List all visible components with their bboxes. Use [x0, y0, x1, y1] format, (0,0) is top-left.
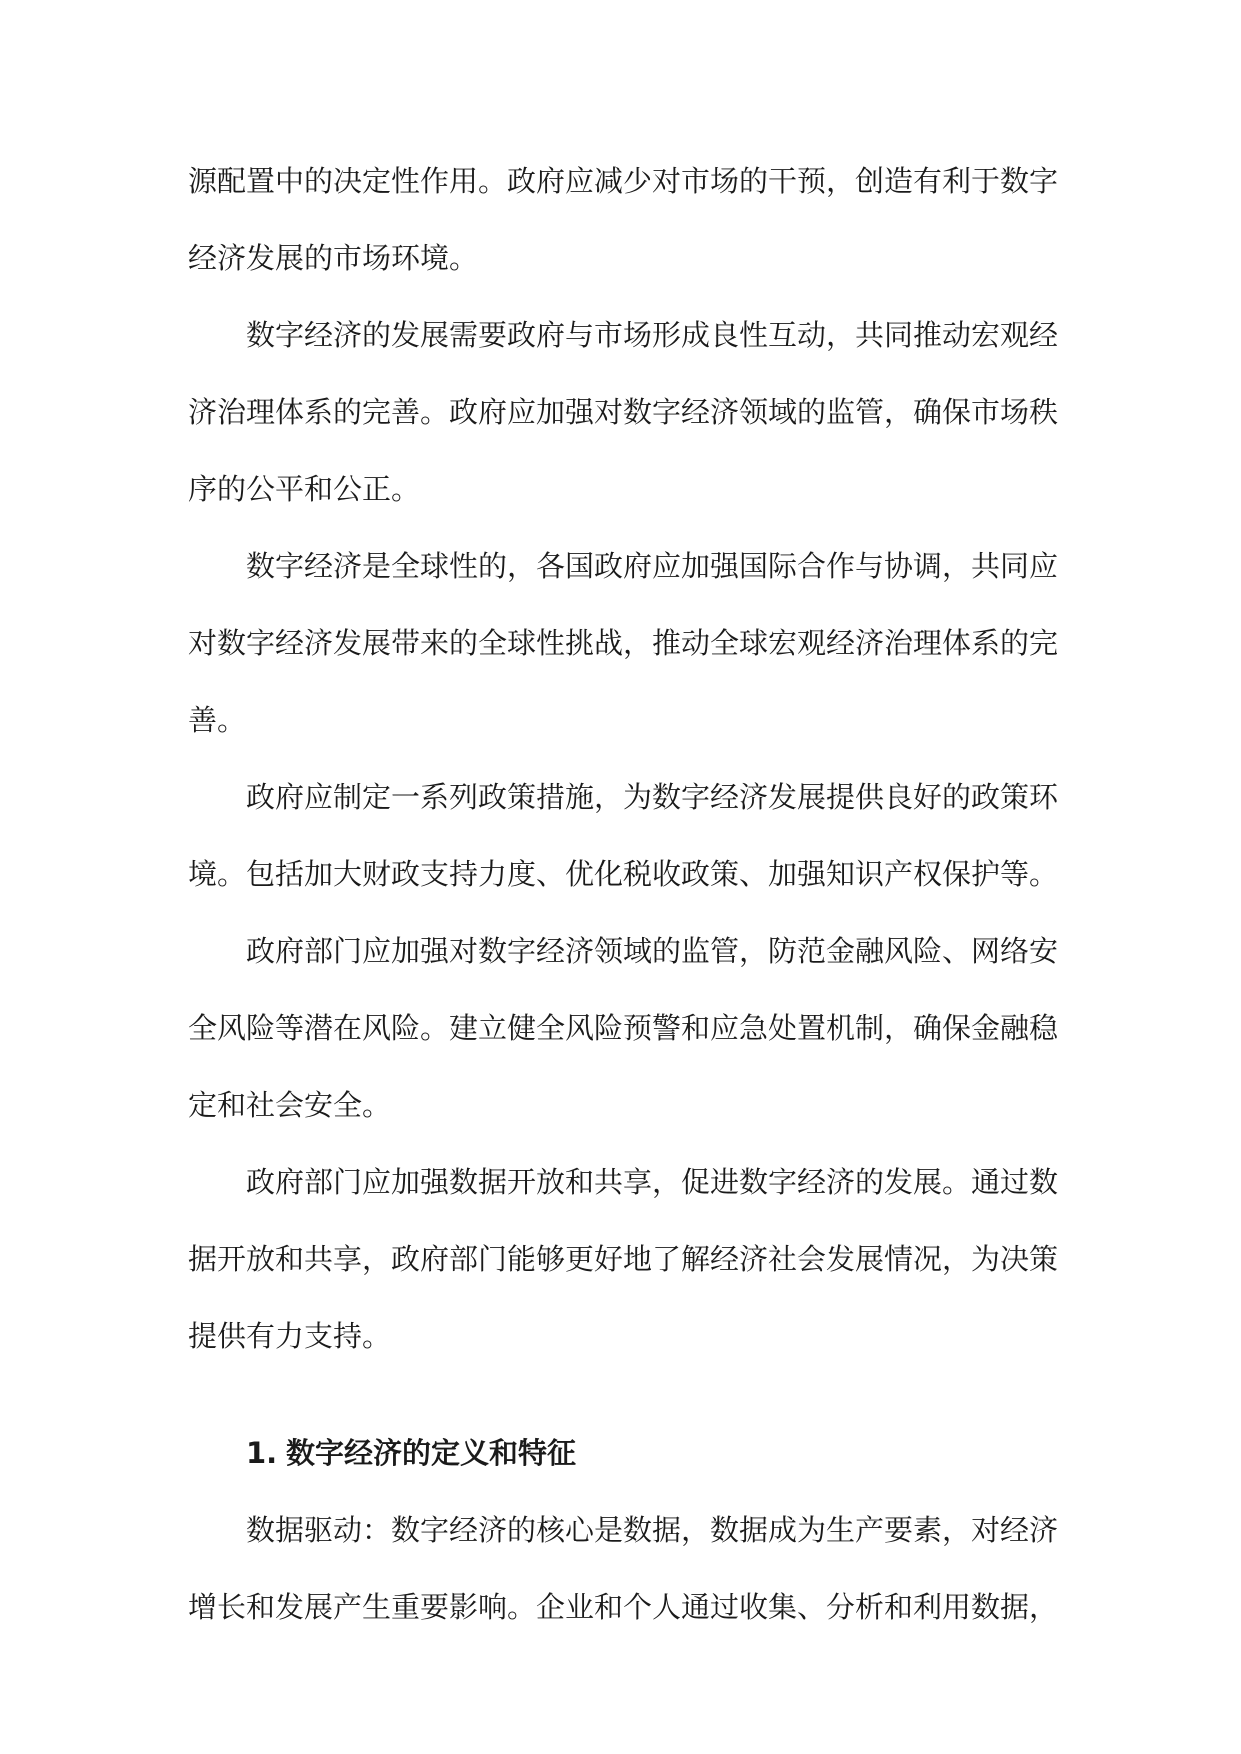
section-title: 数字经济的定义和特征	[286, 1436, 577, 1470]
paragraph-continuation: 源配置中的决定性作用。政府应减少对市场的干预，创造有利于数字经济发展的市场环境。	[188, 164, 1059, 275]
paragraph: 政府部门应加强对数字经济领域的监管，防范金融风险、网络安全风险等潜在风险。建立健全风险预警和应急处置机制，确保金融稳定和社会安全。	[188, 934, 1059, 1122]
document-body	[188, 143, 1058, 1646]
paragraph: 政府部门应加强数据开放和共享，促进数字经济的发展。通过数据开放和共享，政府部门能够更好地了解经济社会发展情况，为决策提供有力支持。	[188, 1165, 1059, 1353]
section-heading	[188, 1415, 1058, 1492]
paragraph: 数字经济的发展需要政府与市场形成良性互动，共同推动宏观经济治理体系的完善。政府应加强对数字经济领域的监管，确保市场秩序的公平和公正。	[188, 318, 1059, 506]
section-paragraph: 数据驱动：数字经济的核心是数据，数据成为生产要素，对经济增长和发展产生重要影响。企业和个人通过收集、分析和利用数据，	[188, 1513, 1059, 1624]
section-number: 1.	[246, 1436, 278, 1470]
paragraph: 政府应制定一系列政策措施，为数字经济发展提供良好的政策环境。包括加大财政支持力度、优化税收政策、加强知识产权保护等。	[188, 780, 1059, 891]
paragraph: 数字经济是全球性的，各国政府应加强国际合作与协调，共同应对数字经济发展带来的全球性挑战，推动全球宏观经济治理体系的完善。	[188, 549, 1059, 737]
